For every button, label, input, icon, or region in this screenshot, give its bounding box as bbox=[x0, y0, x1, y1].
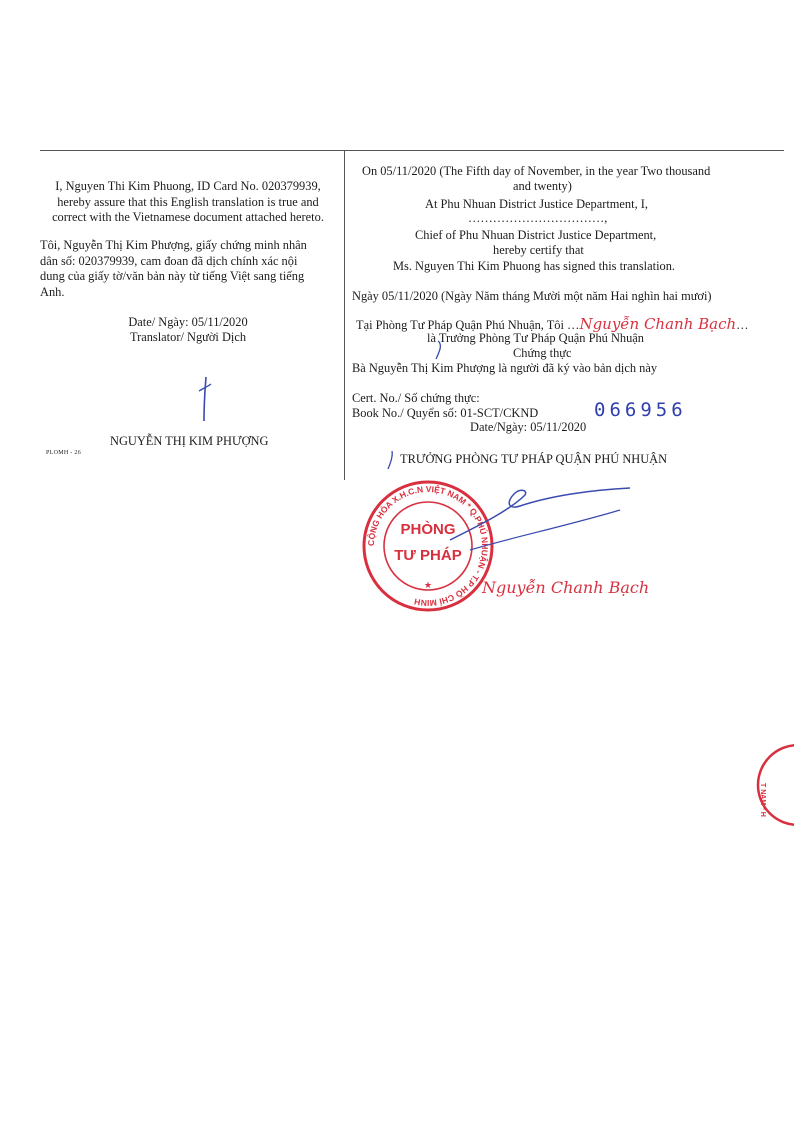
translator-assurance-vi bbox=[40, 238, 336, 300]
cert-line-7: Ms. Nguyen Thi Kim Phuong has signed this translation. bbox=[393, 259, 675, 273]
cert-number: 066956 bbox=[594, 399, 687, 421]
seal-center-line-1: PHÒNG bbox=[400, 521, 456, 538]
vi-cert-label: Chứng thực bbox=[513, 346, 572, 360]
assurance-vi-line: Tôi, Nguyễn Thị Kim Phượng, giấy chứng minh nhân bbox=[40, 238, 307, 252]
cert-no-label: Cert. No./ Số chứng thực: bbox=[352, 391, 480, 405]
chief-signature-name: Nguyễn Chanh Bạch bbox=[482, 578, 650, 597]
translator-name: NGUYỄN THỊ KIM PHƯỢNG bbox=[110, 434, 269, 448]
cert-date: Date/Ngày: 05/11/2020 bbox=[470, 420, 587, 434]
assurance-en-line: correct with the Vietnamese document attached hereto. bbox=[52, 210, 324, 225]
translator-assurance-en bbox=[40, 179, 336, 226]
vi-chief-handwritten-name: Nguyễn Chanh Bạch bbox=[579, 315, 737, 333]
top-divider bbox=[40, 150, 784, 151]
form-code: PLOMH - 26 bbox=[46, 450, 82, 456]
seal-ring-text: CỘNG HÒA X.H.C.N VIỆT NAM * Q.PHÚ NHUẬN - T.P HỒ CHÍ MINH bbox=[365, 483, 491, 609]
assurance-vi-line: dân số: 020379939, cam đoan đã dịch chính xác nội bbox=[40, 253, 298, 268]
column-divider bbox=[344, 150, 345, 480]
assurance-vi-line: Anh. bbox=[40, 284, 65, 299]
vi-place-suffix: … bbox=[736, 318, 749, 332]
vi-place-prefix: Tại Phòng Tư Pháp Quận Phú Nhuận, Tôi … bbox=[356, 318, 580, 332]
vi-signer-line: Bà Nguyễn Thị Kim Phượng là người đã ký vào bản dịch này bbox=[352, 361, 658, 375]
cert-line-4: ……………………………, bbox=[468, 211, 608, 225]
assurance-en-line: I, Nguyen Thi Kim Phuong, ID Card No. 020379939, bbox=[55, 179, 321, 193]
edge-stamp bbox=[752, 740, 794, 830]
check-mark bbox=[386, 450, 396, 470]
cert-line-3: At Phu Nhuan District Justice Department, I, bbox=[425, 197, 648, 211]
cert-line-5: Chief of Phu Nhuan District Justice Department, bbox=[415, 228, 657, 242]
edge-stamp-text: T NAM * H bbox=[759, 783, 766, 817]
vi-date-line: Ngày 05/11/2020 (Ngày Năm tháng Mười một năm Hai nghìn hai mươi) bbox=[352, 289, 712, 303]
assurance-en-line: hereby assure that this English translation is true and bbox=[57, 194, 319, 209]
chief-signature-strokes bbox=[440, 480, 640, 560]
cert-line-2: and twenty) bbox=[513, 179, 572, 193]
svg-text:★: ★ bbox=[423, 580, 433, 590]
assurance-vi-line: dung của giấy tờ/văn bản này từ tiếng Việt sang tiếng bbox=[40, 269, 305, 284]
cert-line-6: hereby certify that bbox=[493, 243, 584, 257]
head-title: TRƯỞNG PHÒNG TƯ PHÁP QUẬN PHÚ NHUẬN bbox=[400, 452, 668, 466]
cert-line-1: On 05/11/2020 (The Fifth day of November, in the year Two thousand bbox=[362, 164, 711, 178]
translator-role: Translator/ Người Dịch bbox=[129, 330, 247, 344]
translator-signature bbox=[192, 375, 222, 425]
translator-date: Date/ Ngày: 05/11/2020 bbox=[128, 315, 248, 329]
vi-role-line: là Trưởng Phòng Tư Pháp Quận Phú Nhuận bbox=[427, 331, 644, 345]
seal-center-line-2: TƯ PHÁP bbox=[394, 547, 462, 564]
book-no-label: Book No./ Quyển số: 01-SCT/CKND bbox=[352, 406, 539, 420]
